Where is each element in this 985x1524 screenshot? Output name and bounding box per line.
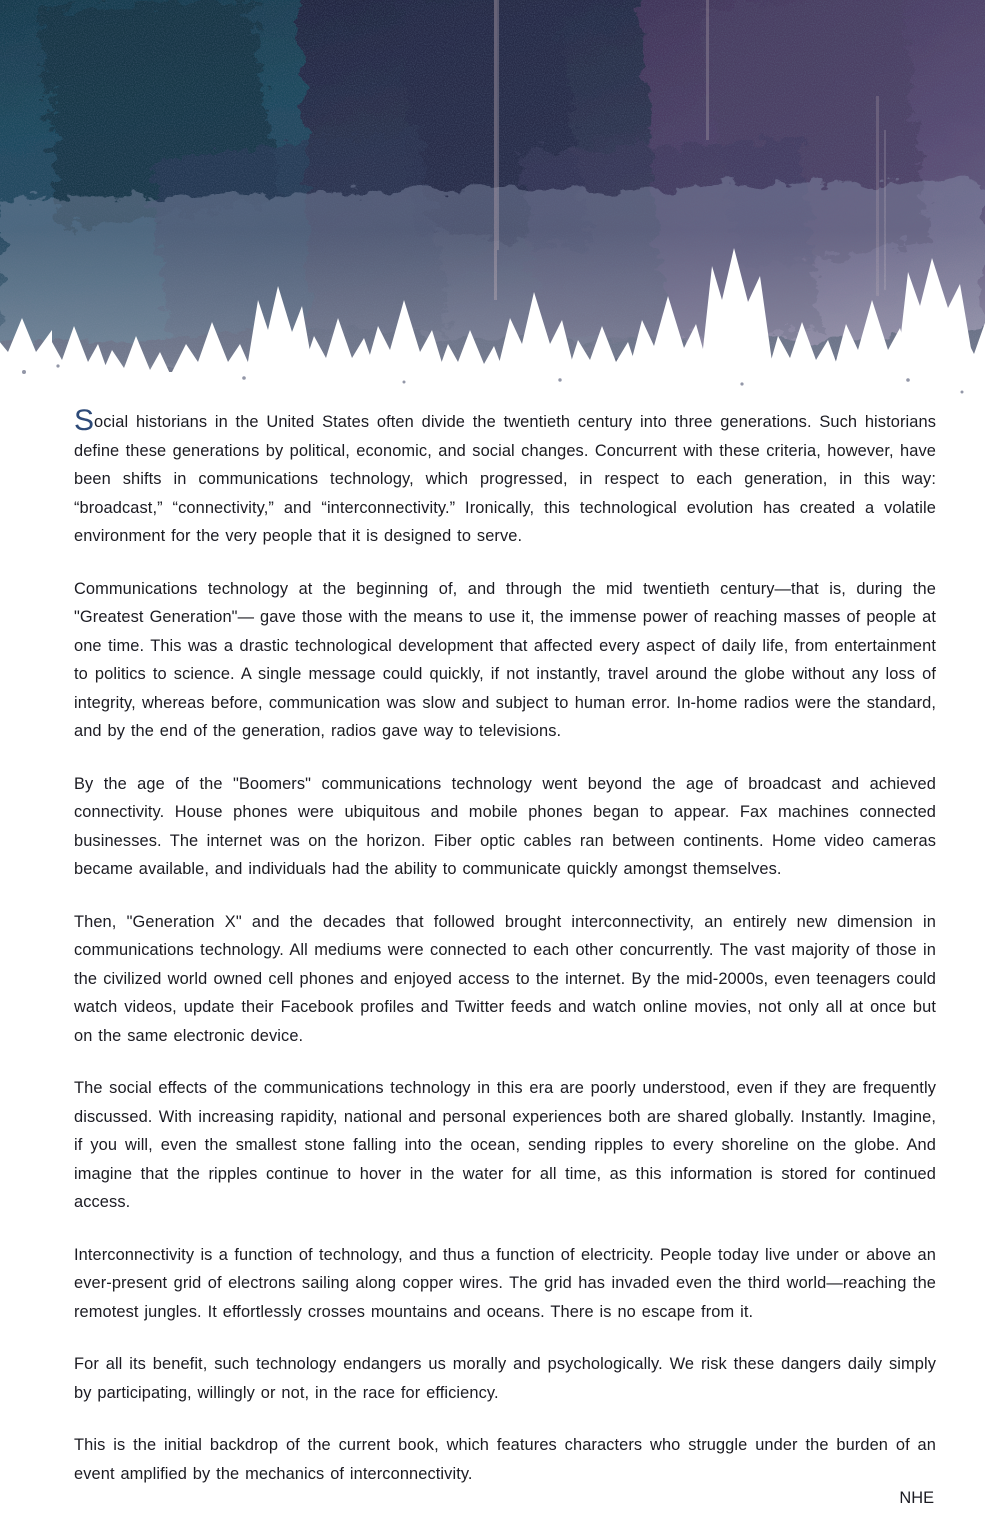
paragraph-3: By the age of the "Boomers" communications technology went beyond the age of broadcast and achieved connectivity. House phones were ubiquitous and mobile phones began to appear. Fax machines connected businesses. The internet was on the horizon. Fiber optic cables ran between continents. Home video cameras became available, and individuals had the ability to communicate quickly amongst themselves.: [74, 774, 936, 878]
document-body: [74, 404, 936, 1513]
paragraph-2: Communications technology at the beginning of, and through the mid twentieth century—that is, during the "Greatest Generation"— gave those with the means to use it, the immense power of reaching masses of people at one time. This was a drastic technological development that affected every aspect of daily life, from entertainment to politics to science. A single message could quickly, if not instantly, travel around the globe without any loss of integrity, whereas before, communication was slow and subject to human error. In-home radios were the standard, and by the end of the generation, radios gave way to televisions.: [74, 579, 936, 740]
header-artwork: [0, 0, 985, 420]
paragraph-8: This is the initial backdrop of the current book, which features characters who struggle under the burden of an event amplified by the mechanics of interconnectivity.: [74, 1436, 936, 1483]
author-initials: NHE: [899, 1489, 934, 1507]
watercolor-forest-illustration: [0, 0, 985, 420]
paragraph-1-text: ocial historians in the United States often divide the twentieth century into three generations. Such historians define these generations by political, economic, and social changes. Concurrent with these criteria, however, have been shifts in communications technology, which progressed, in respect to each generation, in this way: “broadcast,” “connectivity,” and “interconnectivity.” Ironically, this technological evolution has created a volatile environment for the very people that it is designed to serve.: [74, 413, 936, 545]
paragraph-7: For all its benefit, such technology endangers us morally and psychologically. We risk these dangers daily simply by participating, willingly or not, in the race for efficiency.: [74, 1355, 936, 1402]
paragraph-6: Interconnectivity is a function of technology, and thus a function of electricity. People today live under or above an ever-present grid of electrons sailing along copper wires. The grid has invaded even the third world—reaching the remotest jungles. It effortlessly crosses mountains and oceans. There is no escape from it.: [74, 1245, 936, 1321]
paragraph-4: Then, "Generation X" and the decades that followed brought interconnectivity, an entirely new dimension in communications technology. All mediums were connected to each other concurrently. The vast majority of those in the civilized world owned cell phones and enjoyed access to the internet. By the mid-2000s, even teenagers could watch videos, update their Facebook profiles and Twitter feeds and watch online movies, not only all at once but on the same electronic device.: [74, 912, 936, 1045]
paragraph-1: [74, 404, 936, 551]
drop-cap: S: [74, 404, 95, 437]
paragraph-5: The social effects of the communications technology in this era are poorly understood, even if they are frequently discussed. With increasing rapidity, national and personal experiences both are shared globally. Instantly. Imagine, if you will, even the smallest stone falling into the ocean, sending ripples to every shoreline on the globe. And imagine that the ripples continue to hover in the water for all time, as this information is stored for continued access.: [74, 1079, 936, 1211]
